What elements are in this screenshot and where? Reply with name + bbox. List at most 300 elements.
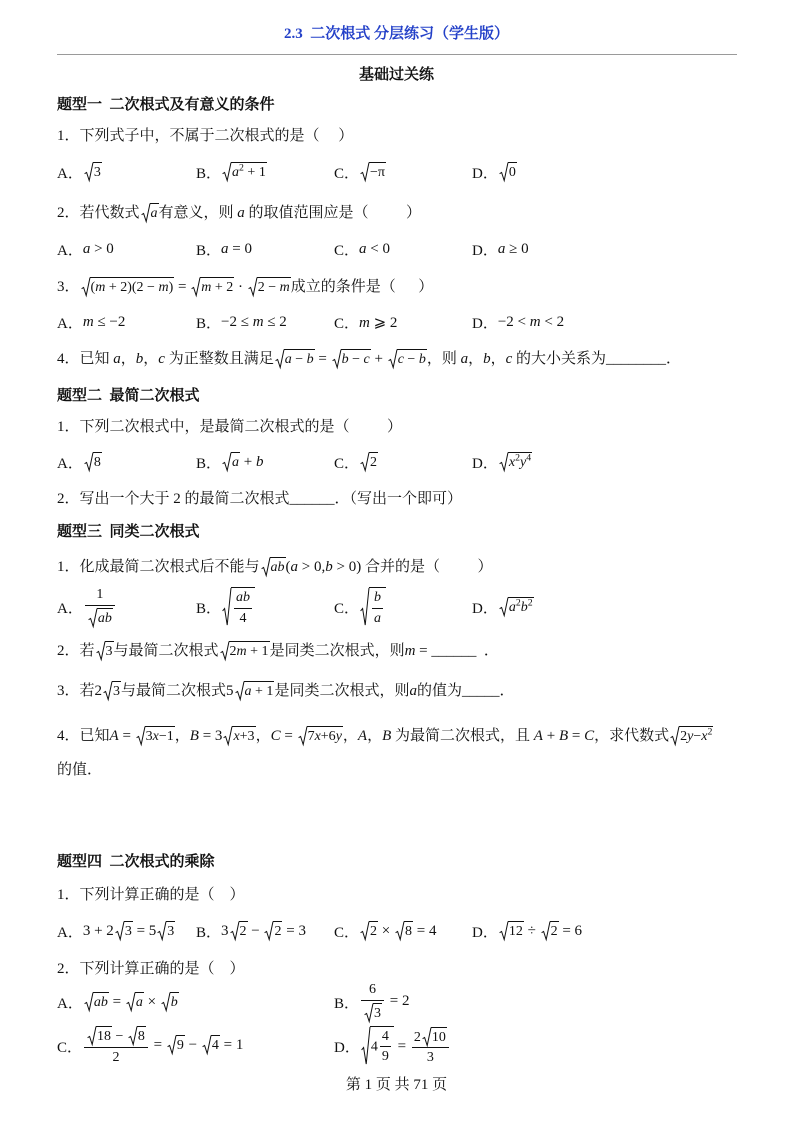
- math-variable: b: [135, 351, 144, 368]
- square-root: [157, 921, 175, 940]
- option-label: D．: [472, 315, 498, 332]
- option-b: [196, 921, 334, 942]
- radicand: [145, 726, 175, 745]
- math-variable: m: [252, 313, 264, 330]
- math-text: ): [168, 280, 174, 296]
- option-label: B．: [196, 600, 222, 617]
- option-expression: [360, 1026, 451, 1066]
- math-text: ×: [378, 923, 394, 940]
- question-row: [57, 680, 737, 700]
- page-number: 第 1 页 共 71 页: [345, 1076, 448, 1093]
- question-stem: [57, 487, 462, 508]
- option-label: C．: [334, 242, 360, 259]
- square-root: [230, 921, 248, 940]
- math-text: 2．若: [57, 643, 95, 660]
- square-root: [361, 1026, 394, 1065]
- options-row: [57, 982, 737, 1021]
- radicand: [105, 641, 114, 660]
- math-text: 4．已知: [57, 351, 114, 368]
- math-text: =: [174, 279, 191, 296]
- document-title: 2.3 二次根式 分层练习（学生版）: [283, 25, 509, 42]
- math-text: 8: [404, 924, 412, 940]
- math-variable: m: [201, 280, 212, 296]
- radical-sign: [395, 921, 404, 940]
- radical-sign: [499, 162, 508, 181]
- radicand: [284, 349, 315, 368]
- square-root: [87, 1026, 112, 1045]
- square-root: [298, 726, 343, 745]
- square-root: [332, 349, 371, 368]
- square-root: [202, 1035, 220, 1054]
- question-stem: [57, 201, 421, 222]
- math-variable: b: [341, 352, 349, 368]
- math-variable: b: [374, 590, 382, 606]
- radicand: [270, 557, 286, 576]
- radicand: [679, 726, 713, 745]
- math-text: +: [370, 351, 387, 368]
- math-text: 4: [211, 1038, 219, 1054]
- math-variable: b: [170, 995, 178, 1011]
- section-title: 题型四 二次根式的乘除: [57, 853, 215, 870]
- math-text: ≤ 2: [263, 313, 287, 330]
- math-text: = 6: [558, 923, 583, 940]
- math-text: > 0) 合并的是（ ）: [332, 559, 493, 576]
- math-text: = 5: [132, 923, 157, 940]
- math-text: 9: [176, 1038, 184, 1054]
- option-c: [334, 587, 472, 626]
- math-text: −π: [370, 165, 385, 181]
- math-variable: B: [382, 728, 392, 745]
- math-variable: a: [244, 684, 252, 700]
- question-row: [57, 640, 737, 660]
- math-text: −1: [158, 729, 174, 745]
- options-row: [57, 587, 737, 626]
- math-text: 的大小关系为________．: [512, 351, 682, 368]
- numerator: [234, 590, 252, 608]
- math-variable: m: [236, 644, 247, 660]
- denominator: [234, 609, 252, 627]
- math-text: 4: [370, 1039, 378, 1055]
- option-d: [334, 1026, 451, 1066]
- square-root: [115, 921, 133, 940]
- radicand: [508, 452, 532, 471]
- question-row: [57, 415, 737, 435]
- question-row: [57, 487, 737, 507]
- math-variable: a: [135, 995, 143, 1011]
- section-title-row: [57, 850, 737, 870]
- option-label: A．: [57, 995, 83, 1012]
- question-stem: [57, 957, 245, 978]
- radical-sign: [87, 1026, 96, 1045]
- math-text: 2．下列计算正确的是（ ）: [57, 960, 245, 977]
- radical-sign: [84, 452, 93, 471]
- radicand: [508, 162, 517, 181]
- radical-sign: [202, 1035, 211, 1054]
- numerator: [361, 982, 384, 1000]
- math-text: 为最简二次根式，且: [391, 728, 534, 745]
- option-label: A．: [57, 455, 83, 472]
- math-variable: a: [82, 240, 91, 257]
- option-label: C．: [334, 165, 360, 182]
- math-variable: a: [374, 610, 382, 626]
- square-root: [103, 681, 121, 700]
- math-text: 2: [550, 924, 558, 940]
- radical-sign: [126, 992, 135, 1011]
- math-text: =: [108, 994, 125, 1011]
- radical-sign: [364, 1003, 373, 1022]
- radicand: [369, 452, 378, 471]
- math-variable: y: [687, 729, 694, 745]
- denominator: [412, 1048, 449, 1066]
- options-row: [57, 1028, 737, 1066]
- math-text: + 1: [251, 684, 274, 700]
- radical-sign: [388, 349, 397, 368]
- math-text: 2: [413, 1030, 421, 1046]
- question-stem: [57, 415, 402, 436]
- option-expression: [83, 921, 175, 940]
- option-expression: [221, 314, 287, 331]
- section-title: 题型二 最简二次根式: [57, 387, 200, 404]
- math-text: +: [240, 454, 256, 471]
- math-text: =: [393, 1038, 410, 1055]
- radical-sign: [222, 162, 231, 181]
- math-text: ，: [468, 351, 484, 368]
- math-text: 2: [274, 924, 282, 940]
- option-expression: [498, 162, 517, 181]
- option-expression: [359, 313, 397, 332]
- math-text: 3: [167, 924, 175, 940]
- math-variable: A: [533, 728, 543, 745]
- radical-sign: [103, 681, 112, 700]
- math-variable: A: [357, 728, 368, 745]
- math-text: > 0,: [298, 559, 326, 576]
- math-text: 3: [426, 1050, 434, 1066]
- section-title: 题型一 二次根式及有意义的条件: [57, 96, 275, 113]
- radical-sign: [499, 921, 508, 940]
- math-variable: a: [409, 683, 417, 700]
- radicand: [231, 587, 255, 626]
- option-a: [57, 921, 196, 942]
- option-expression: [221, 162, 267, 181]
- question-stem: [57, 275, 433, 296]
- radicand: [96, 1026, 112, 1045]
- radical-sign: [84, 992, 93, 1011]
- math-variable: b: [325, 559, 333, 576]
- radical-sign: [261, 557, 270, 576]
- math-variable: C: [584, 728, 595, 745]
- square-root: [136, 726, 175, 745]
- radicand: [550, 921, 559, 940]
- math-variable: x: [701, 729, 708, 745]
- math-variable: x: [233, 729, 240, 745]
- math-text: ≤ −2: [93, 313, 126, 330]
- math-text: 2: [112, 1049, 120, 1065]
- square-root: [222, 587, 255, 626]
- radicand: [90, 277, 175, 296]
- math-variable: ab: [97, 610, 112, 626]
- square-root: [360, 162, 386, 181]
- fraction: [372, 590, 383, 626]
- radicand: [135, 992, 144, 1011]
- square-root: [261, 557, 286, 576]
- math-variable: b: [418, 352, 426, 368]
- math-variable: C: [270, 728, 281, 745]
- question-stem: [57, 679, 514, 700]
- math-text: 2 −: [257, 280, 280, 296]
- radicand: [307, 726, 343, 745]
- math-text: 2: [229, 644, 237, 660]
- math-text: + 2)(2 −: [105, 280, 159, 296]
- radicand: [137, 1026, 146, 1045]
- question-stem: [57, 639, 499, 660]
- math-variable: m: [158, 280, 169, 296]
- question-row: [57, 556, 737, 576]
- question-row: [57, 124, 737, 144]
- radical-sign: [422, 1027, 431, 1046]
- math-variable: a: [497, 240, 506, 257]
- radical-sign: [88, 608, 97, 627]
- option-expression: [359, 162, 386, 181]
- math-variable: b: [255, 454, 264, 471]
- denominator: [85, 606, 115, 627]
- section-title-row: [57, 93, 737, 113]
- square-root: [422, 1027, 447, 1046]
- radicand: [431, 1027, 447, 1046]
- math-text: ≥ 0: [505, 240, 529, 257]
- math-variable: x: [508, 455, 516, 471]
- option-expression: [359, 452, 378, 471]
- math-variable: x: [152, 729, 159, 745]
- option-expression: [359, 982, 409, 1021]
- square-root: [360, 587, 386, 626]
- question-row: [57, 276, 737, 296]
- math-text: ·: [234, 279, 247, 296]
- option-label: B．: [196, 455, 222, 472]
- math-text: 2: [680, 729, 688, 745]
- math-variable: a: [508, 600, 516, 616]
- math-variable: ab: [236, 590, 251, 606]
- option-label: C．: [334, 600, 360, 617]
- option-expression: [498, 314, 564, 331]
- math-text: =: [149, 1037, 166, 1054]
- math-variable: c: [158, 351, 165, 368]
- math-text: ×: [143, 994, 160, 1011]
- math-text: 的值．: [57, 761, 103, 778]
- radical-sign: [332, 349, 341, 368]
- math-text: 8: [93, 455, 101, 471]
- math-text: 3: [145, 729, 153, 745]
- option-d: [472, 312, 564, 333]
- square-root: [141, 203, 159, 222]
- option-a: [57, 162, 196, 183]
- option-d: [472, 921, 582, 942]
- math-text: +6: [320, 729, 336, 745]
- math-variable: ab: [93, 995, 108, 1011]
- math-text: ，: [143, 351, 159, 368]
- math-text: (: [90, 280, 96, 296]
- option-expression: [83, 992, 179, 1011]
- math-text: 1．下列计算正确的是（ ）: [57, 886, 245, 903]
- option-expression: [221, 587, 255, 626]
- math-text: 2: [239, 924, 247, 940]
- math-text: 7: [307, 729, 315, 745]
- fraction: [412, 1027, 449, 1066]
- math-text: 1．化成最简二次根式后不能与: [57, 559, 260, 576]
- math-variable: m: [359, 314, 370, 331]
- option-c: [334, 452, 472, 473]
- math-text: 18: [97, 1029, 112, 1045]
- radicand: [124, 921, 133, 940]
- level-title: 基础过关练: [358, 66, 434, 83]
- square-root: [499, 162, 517, 181]
- header-divider: [57, 54, 737, 55]
- denominator: [84, 1048, 148, 1066]
- math-text: +3: [239, 729, 255, 745]
- option-label: C．: [334, 455, 360, 472]
- radical-sign: [222, 587, 231, 626]
- option-b: [196, 162, 334, 183]
- option-label: D．: [472, 924, 498, 941]
- option-expression: [82, 1026, 243, 1065]
- option-expression: [498, 921, 582, 940]
- option-a: [57, 312, 196, 333]
- math-text: + 1: [246, 644, 269, 660]
- radicand: [373, 1003, 382, 1022]
- math-text: 1．下列二次根式中，是最简二次根式的是（ ）: [57, 418, 403, 435]
- radicand: [229, 641, 270, 660]
- math-variable: b: [520, 600, 528, 616]
- radical-sign: [499, 597, 508, 616]
- numerator: [372, 590, 383, 608]
- radicand: [369, 162, 386, 181]
- math-text: = 3: [198, 728, 223, 745]
- radical-sign: [167, 1035, 176, 1054]
- math-variable: a: [237, 205, 245, 222]
- math-text: −: [291, 352, 307, 368]
- option-expression: [83, 314, 126, 331]
- option-label: B．: [196, 165, 222, 182]
- math-text: ，: [342, 728, 358, 745]
- square-root: [360, 921, 378, 940]
- radical-sign: [360, 587, 369, 626]
- numerator: [412, 1027, 449, 1048]
- superscript: 2: [515, 598, 521, 610]
- radicand: [404, 921, 413, 940]
- numerator: [84, 1026, 148, 1047]
- math-text: = 4: [412, 923, 437, 940]
- radical-sign: [298, 726, 307, 745]
- radicand: [257, 277, 291, 296]
- math-text: 1．下列式子中，不属于二次根式的是（ ）: [57, 127, 354, 144]
- radicand: [170, 992, 179, 1011]
- option-expression: [221, 241, 252, 258]
- math-text: 3 + 2: [82, 923, 114, 940]
- math-text: 3．若2: [57, 683, 103, 700]
- option-expression: [359, 921, 436, 940]
- math-text: =: [118, 728, 135, 745]
- radicand: [370, 1026, 394, 1065]
- option-expression: [83, 162, 102, 181]
- option-label: C．: [334, 924, 360, 941]
- fraction: [361, 982, 384, 1021]
- option-expression: [498, 241, 529, 258]
- square-root: [81, 277, 175, 296]
- radicand: [231, 452, 240, 471]
- math-variable: a: [290, 559, 299, 576]
- option-b: [334, 982, 409, 1021]
- option-label: A．: [57, 242, 83, 259]
- radical-sign: [96, 641, 105, 660]
- radical-sign: [264, 921, 273, 940]
- math-variable: m: [279, 280, 290, 296]
- math-variable: c: [363, 352, 370, 368]
- math-text: 12: [508, 924, 523, 940]
- radicand: [508, 921, 524, 940]
- math-variable: a: [232, 165, 240, 181]
- option-b: [196, 452, 334, 473]
- radical-sign: [360, 921, 369, 940]
- option-label: B．: [334, 995, 360, 1012]
- superscript: 2: [527, 598, 533, 610]
- math-text: −: [247, 923, 264, 940]
- option-expression: [83, 452, 102, 471]
- square-root: [264, 921, 282, 940]
- math-text: 是同类二次根式，则: [269, 643, 405, 660]
- question-stem: [57, 555, 492, 576]
- math-text: 2: [370, 924, 378, 940]
- radicand: [341, 349, 371, 368]
- option-label: D．: [472, 600, 498, 617]
- option-expression: [359, 241, 390, 258]
- radical-sign: [141, 203, 150, 222]
- radical-sign: [360, 162, 369, 181]
- math-text: = ______ ．: [415, 643, 499, 660]
- math-text: 1: [96, 587, 104, 603]
- math-text: = 0: [228, 240, 252, 257]
- option-label: A．: [57, 924, 83, 941]
- option-c: [334, 312, 472, 333]
- math-variable: A: [109, 728, 119, 745]
- math-text: ，: [367, 728, 383, 745]
- options-row: [57, 239, 737, 259]
- fraction: [85, 587, 115, 626]
- math-text: =: [568, 728, 585, 745]
- square-root: [161, 992, 179, 1011]
- radical-sign: [360, 452, 369, 471]
- option-b: [196, 312, 334, 333]
- math-text: 6: [369, 982, 377, 998]
- math-variable: B: [558, 728, 569, 745]
- square-root: [84, 162, 102, 181]
- radicand: [273, 921, 282, 940]
- option-label: B．: [196, 924, 222, 941]
- numerator: [380, 1029, 391, 1047]
- radical-sign: [499, 452, 508, 471]
- math-text: < 0: [366, 240, 390, 257]
- numerator: [85, 587, 115, 605]
- square-root: [88, 608, 113, 627]
- question-stem: [57, 883, 245, 904]
- radical-sign: [223, 726, 232, 745]
- options-row: [57, 452, 737, 472]
- radical-sign: [248, 277, 257, 296]
- math-text: < 2: [540, 313, 565, 330]
- math-variable: a: [113, 351, 121, 368]
- option-label: A．: [57, 315, 83, 332]
- options-row: [57, 921, 737, 941]
- math-text: + 1: [243, 165, 266, 181]
- level-row: [0, 63, 793, 83]
